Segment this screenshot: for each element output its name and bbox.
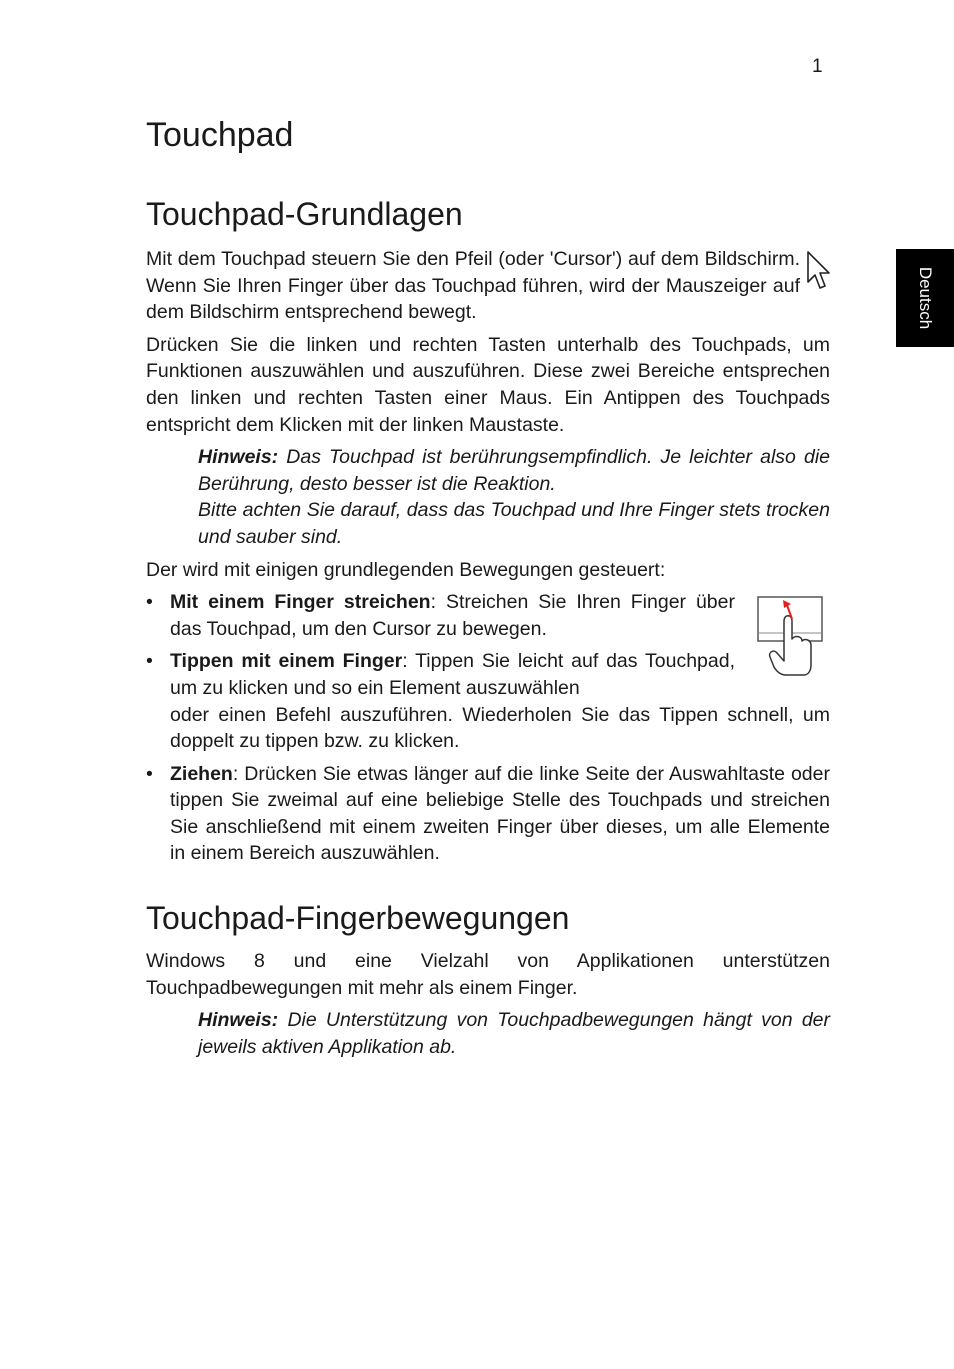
gesture-list [146,589,830,867]
paragraph-multitouch: Windows 8 und eine Vielzahl von Applikationen unterstützen Touchpadbewegungen mit mehr als einem Finger. [146,950,830,999]
note-block-2 [198,1007,830,1060]
language-tab [896,249,954,347]
gesture-name: Ziehen [170,762,233,785]
paragraph-buttons: Drücken Sie die linken und rechten Tasten unterhalb des Touchpads, um Funktionen auszuwählen und auszuführen. Diese zwei Bereiche entsprechen den linken und rechten Tasten einer Maus. Ein Antippen des Touchpads entspricht dem Klicken mit der linken Maustaste. [146,333,830,436]
content [146,112,830,1060]
gesture-name: Tippen mit einem Finger [170,650,403,673]
note-text-2: Bitte achten Sie darauf, dass das Touchpad und Ihre Finger stets trocken und sauber sind. [198,499,830,548]
gesture-intro: Der wird mit einigen grundlegenden Bewegungen gesteuert: [146,558,666,581]
language-tab-label: Deutsch [916,266,935,330]
bullet-marker: • [146,591,153,614]
gesture-description: : Drücken Sie etwas länger auf die linke Seite der Auswahltaste oder tippen Sie zweimal auf eine beliebige Stelle des Touchpads und streichen Sie anschließend mit einem zweiten Finger über dieses, um alle Elemente in einem Bereich auszuwählen. [170,762,830,865]
page-number: 1 [812,56,823,77]
gesture-description-cont: oder einen Befehl auszuführen. Wiederholen Sie das Tippen schnell, um doppelt zu tippen bzw. zu klicken. [170,703,830,753]
gesture-description: : Tippen Sie leicht auf das Touchpad, um zu klicken und so ein Element auszuwählen [170,650,735,699]
note-text: Die Unterstützung von Touchpadbewegungen hängt von der jeweils aktiven Applikation ab. [198,1009,831,1058]
note-label: Hinweis: [198,446,279,469]
bullet-marker: • [146,650,153,673]
section-heading-grundlagen: Touchpad-Grundlagen [146,196,463,232]
paragraph-cursor: Mit dem Touchpad steuern Sie den Pfeil (oder 'Cursor') auf dem Bildschirm. Wenn Sie Ihren Finger über das Touchpad führen, wird der Mauszeiger auf dem Bildschirm entsprechend bewegt. [146,248,800,324]
bullet-marker: • [146,762,153,785]
list-item [146,648,830,754]
gesture-description: : Streichen Sie Ihren Finger über das Touchpad, um den Cursor zu bewegen. [170,591,735,640]
gesture-name: Mit einem Finger streichen [170,591,431,614]
section-heading-fingerbewegungen: Touchpad-Fingerbewegungen [146,900,570,937]
list-item [146,761,830,867]
list-item [146,589,830,642]
page-title: Touchpad [146,116,294,154]
note-label: Hinweis: [198,1009,279,1032]
note-text-1: Das Touchpad ist berührungsempfindlich. Je leichter also die Berührung, desto besser ist die Reaktion. [198,446,830,495]
note-line-1 [198,444,830,497]
note-line [198,1007,830,1060]
note-block [198,444,830,550]
